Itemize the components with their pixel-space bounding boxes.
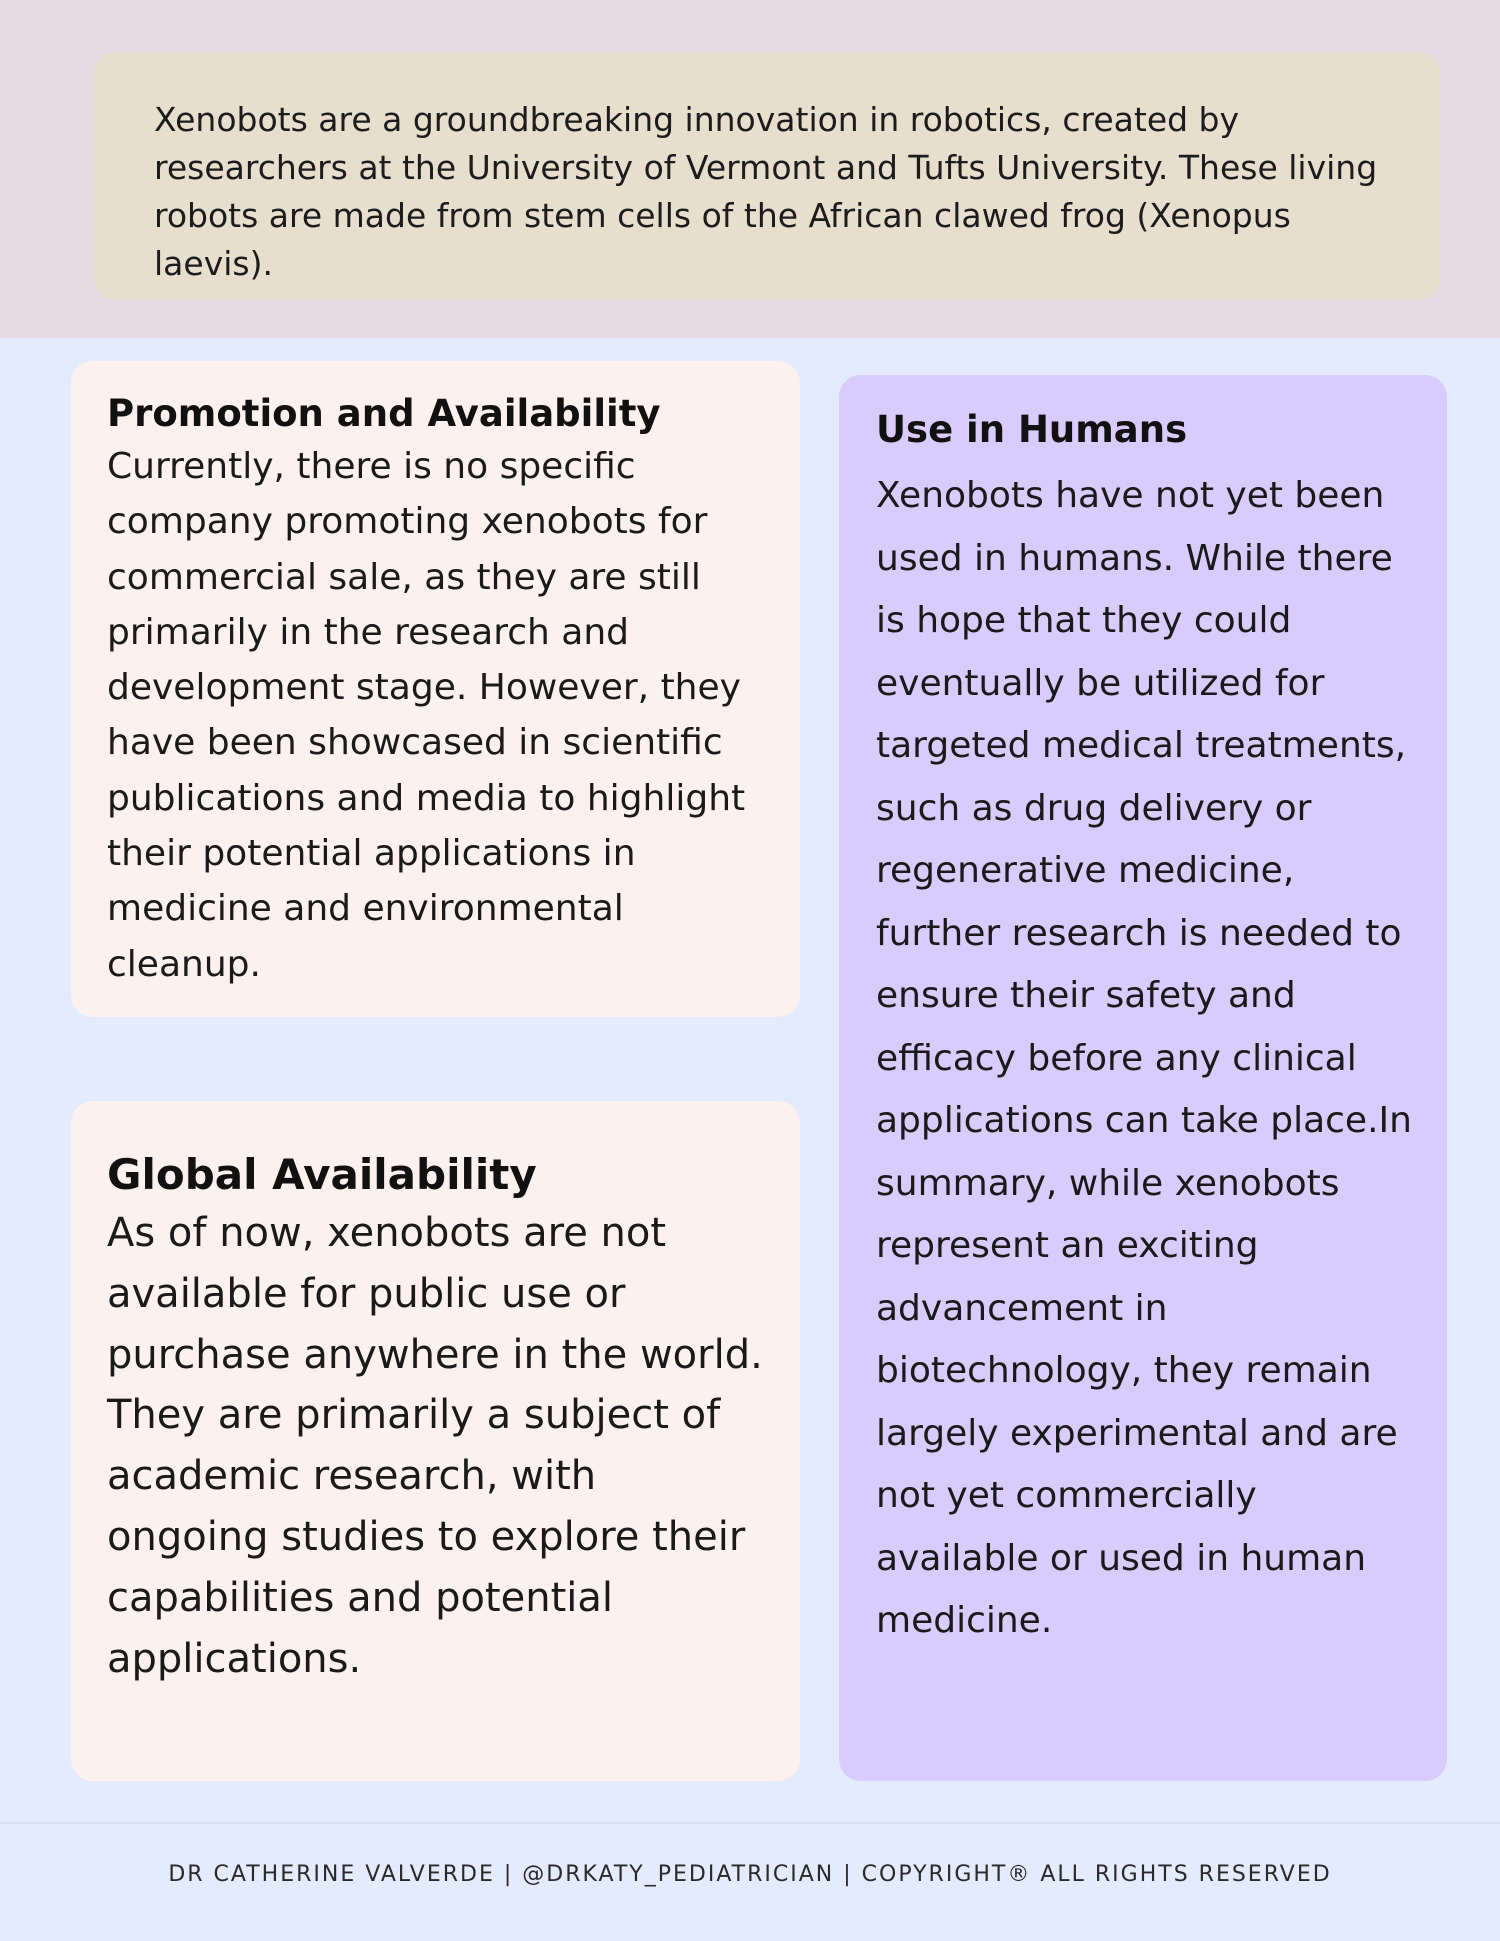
intro-card [94, 52, 1440, 300]
footer-divider [0, 1822, 1500, 1824]
use-in-humans-title: Use in Humans [876, 408, 1188, 451]
promotion-title: Promotion and Availability [107, 392, 661, 435]
promotion-body: Currently, there is no specific company promoting xenobots for commercial sale, as they are still primarily in the research and development stage. However, they have been showcased in scientific publications and media to highlight their potential applications in medicine and environmental cleanup. [107, 446, 746, 985]
global-availability-body: As of now, xenobots are not available for public use or purchase anywhere in the world. They are primarily a subject of academic research, with ongoing studies to explore their capabilities and potential applications. [107, 1210, 763, 1682]
footer-credits: DR CATHERINE VALVERDE | @DRKATY_PEDIATRICIAN | COPYRIGHT® ALL RIGHTS RESERVED [168, 1862, 1332, 1887]
use-in-humans-body: Xenobots have not yet been used in humans. While there is hope that they could eventually be utilized for targeted medical treatments, such as drug delivery or regenerative medicine, further research is needed to ensure their safety and efficacy before any clinical applications can take place.In summary, while xenobots represent an exciting advancement in biotechnology, they remain largely experimental and are not yet commercially available or used in human medicine. [876, 475, 1412, 1641]
use-in-humans-card [839, 375, 1447, 1781]
global-availability-title: Global Availability [107, 1150, 537, 1199]
global-availability-card [71, 1101, 800, 1781]
intro-text: Xenobots are a groundbreaking innovation in robotics, created by researchers at the University of Vermont and Tufts University. These living robots are made from stem cells of the African clawed frog (Xenopus laevis). [154, 100, 1378, 283]
promotion-card [71, 361, 800, 1017]
